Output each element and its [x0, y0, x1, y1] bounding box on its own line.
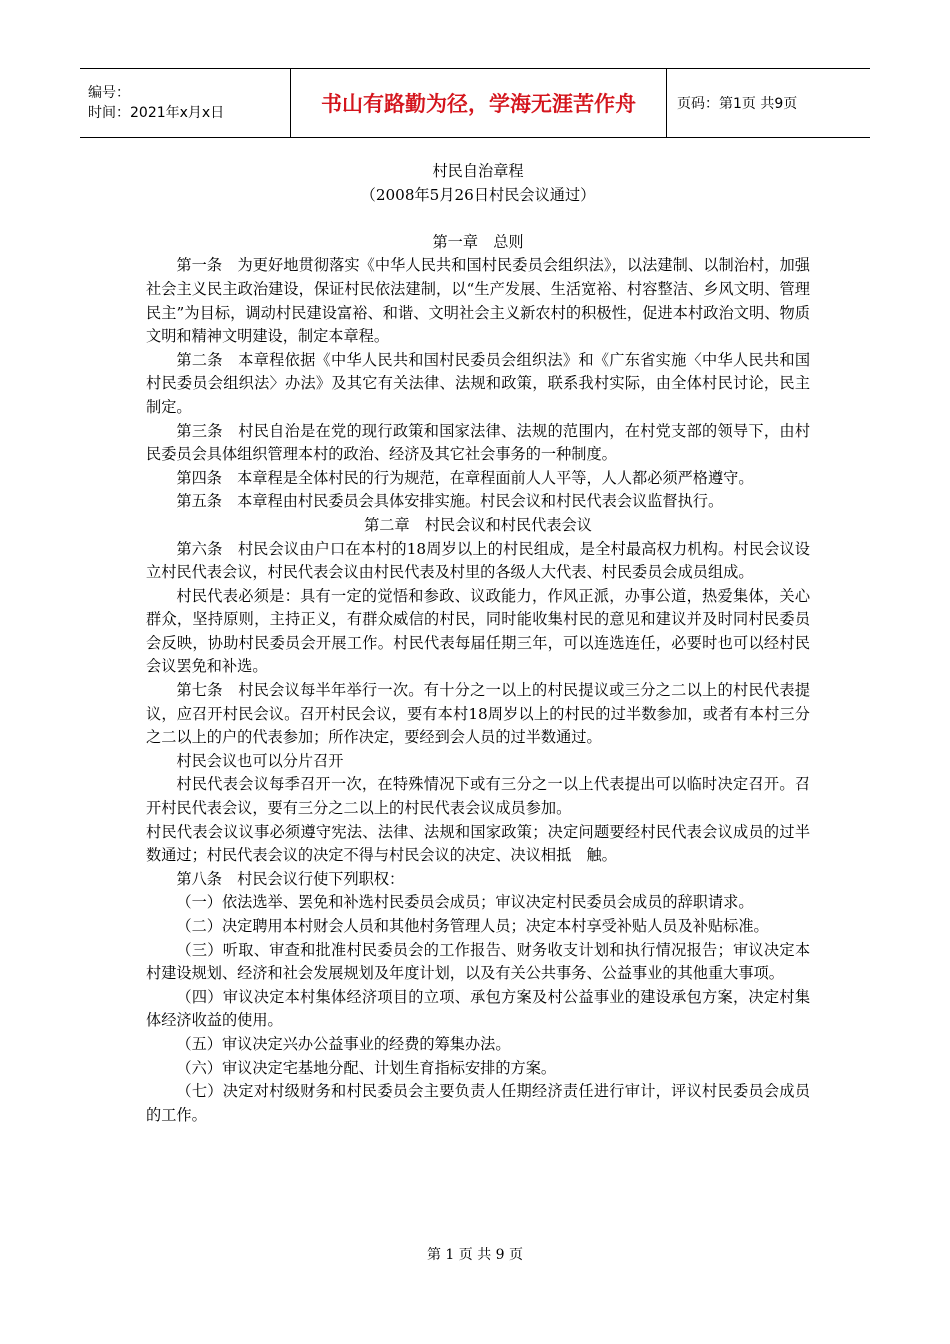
article-paragraph: 第八条 村民会议行使下列职权： [176, 869, 405, 888]
article-paragraph: 第七条 村民会议每半年举行一次。有十分之一以上的村民提议或三分之二以上的村民代表提议，应召开村民会议。召开村民会议，要有本村18周岁以上的村民的过半数参加，或者有本村三分之二以上的户的代表参加；所作决定，要经到会人员的过半数通过。 [146, 681, 810, 747]
list-item: （五）审议决定兴办公益事业的经费的筹集办法。 [176, 1034, 511, 1053]
article-paragraph: 第四条 本章程是全体村民的行为规范，在章程面前人人平等，人人都必须严格遵守。 [176, 468, 754, 487]
page-footer: 第 1 页 共 9 页 [426, 1247, 524, 1263]
header-page-info: 页码：第1页 共9页 [677, 96, 798, 112]
list-item: （七）决定对村级财务和村民委员会主要负责人任期经济责任进行审计，评议村民委员会成员的工作。 [146, 1082, 810, 1124]
article-paragraph: 第五条 本章程由村民委员会具体安排实施。村民会议和村民代表会议监督执行。 [176, 492, 724, 511]
list-item: （四）审议决定本村集体经济项目的立项、承包方案及村公益事业的建设承包方案，决定村集体经济收益的使用。 [146, 987, 810, 1030]
header-motto: 书山有路勤为径，学海无涯苦作舟 [290, 69, 667, 137]
list-item: （一）依法选举、罢免和补选村民委员会成员；审议决定村民委员会成员的辞职请求。 [176, 893, 754, 912]
time-label: 时间：2021年x月x日 [88, 105, 225, 121]
doc-subtitle: （2008年5月26日村民会议通过） [360, 185, 596, 204]
article-paragraph: 村民代表会议每季召开一次，在特殊情况下或有三分之一以上代表提出可以临时决定召开。召开村民代表会议，要有三分之二以上的村民代表会议成员参加。 [146, 775, 810, 818]
doc-title: 村民自治章程 [432, 162, 524, 180]
article-paragraph: 第二条 本章程依据《中华人民共和国村民委员会组织法》和《广东省实施〈中华人民共和国村民委员会组织法〉办法》及其它有关法律、法规和政策，联系我村实际，由全体村民讨论，民主制定。 [146, 350, 810, 416]
article-paragraph: 村民代表会议议事必须遵守宪法、法律、法规和国家政策；决定问题要经村民代表会议成员的过半数通过；村民代表会议的决定不得与村民会议的决定、决议相抵 触。 [146, 822, 810, 865]
code-label: 编号： [88, 85, 130, 101]
chapter-heading: 第一章 总则 [432, 232, 524, 251]
list-item: （六）审议决定宅基地分配、计划生育指标安排的方案。 [176, 1058, 557, 1077]
article-paragraph: 第六条 村民会议由户口在本村的18周岁以上的村民组成，是全村最高权力机构。村民会议设立村民代表会议，村民代表会议由村民代表及村里的各级人大代表、村民委员会成员组成。 [146, 539, 810, 582]
article-paragraph: 第一条 为更好地贯彻落实《中华人民共和国村民委员会组织法》，以法建制、以制治村，加强社会主义民主政治建设，保证村民依法建制，以“生产发展、生活宽裕、村容整洁、乡风文明、管理民主”为目标，调动村民建设富裕、和谐、文明社会主义新农村的积极性，促进本村政治文明、物质文明和精神文明建设，制定本章程。 [146, 256, 810, 346]
list-item: （三）听取、审查和批准村民委员会的工作报告、财务收支计划和执行情况报告；审议决定本村建设规划、经济和社会发展规划及年度计划，以及有关公共事务、公益事业的其他重大事项。 [146, 940, 810, 983]
chapter-heading: 第二章 村民会议和村民代表会议 [364, 515, 592, 534]
article-paragraph: 第三条 村民自治是在党的现行政策和国家法律、法规的范围内，在村党支部的领导下，由村民委员会具体组织管理本村的政治、经济及其它社会事务的一种制度。 [146, 421, 810, 464]
header-meta [80, 69, 290, 137]
article-paragraph: 村民会议也可以分片召开 [176, 751, 344, 770]
page-header [80, 68, 870, 138]
document-body [146, 160, 810, 1127]
list-item: （二）决定聘用本村财会人员和其他村务管理人员；决定本村享受补贴人员及补贴标准。 [176, 917, 769, 935]
article-paragraph: 村民代表必须是：具有一定的觉悟和参政、议政能力，作风正派，办事公道，热爱集体，关心群众，坚持原则，主持正义，有群众威信的村民，同时能收集村民的意见和建议并及时同村民委员会反映，协助村民委员会开展工作。村民代表每届任期三年，可以连选连任，必要时也可以经村民会议罢免和补选。 [146, 586, 810, 676]
